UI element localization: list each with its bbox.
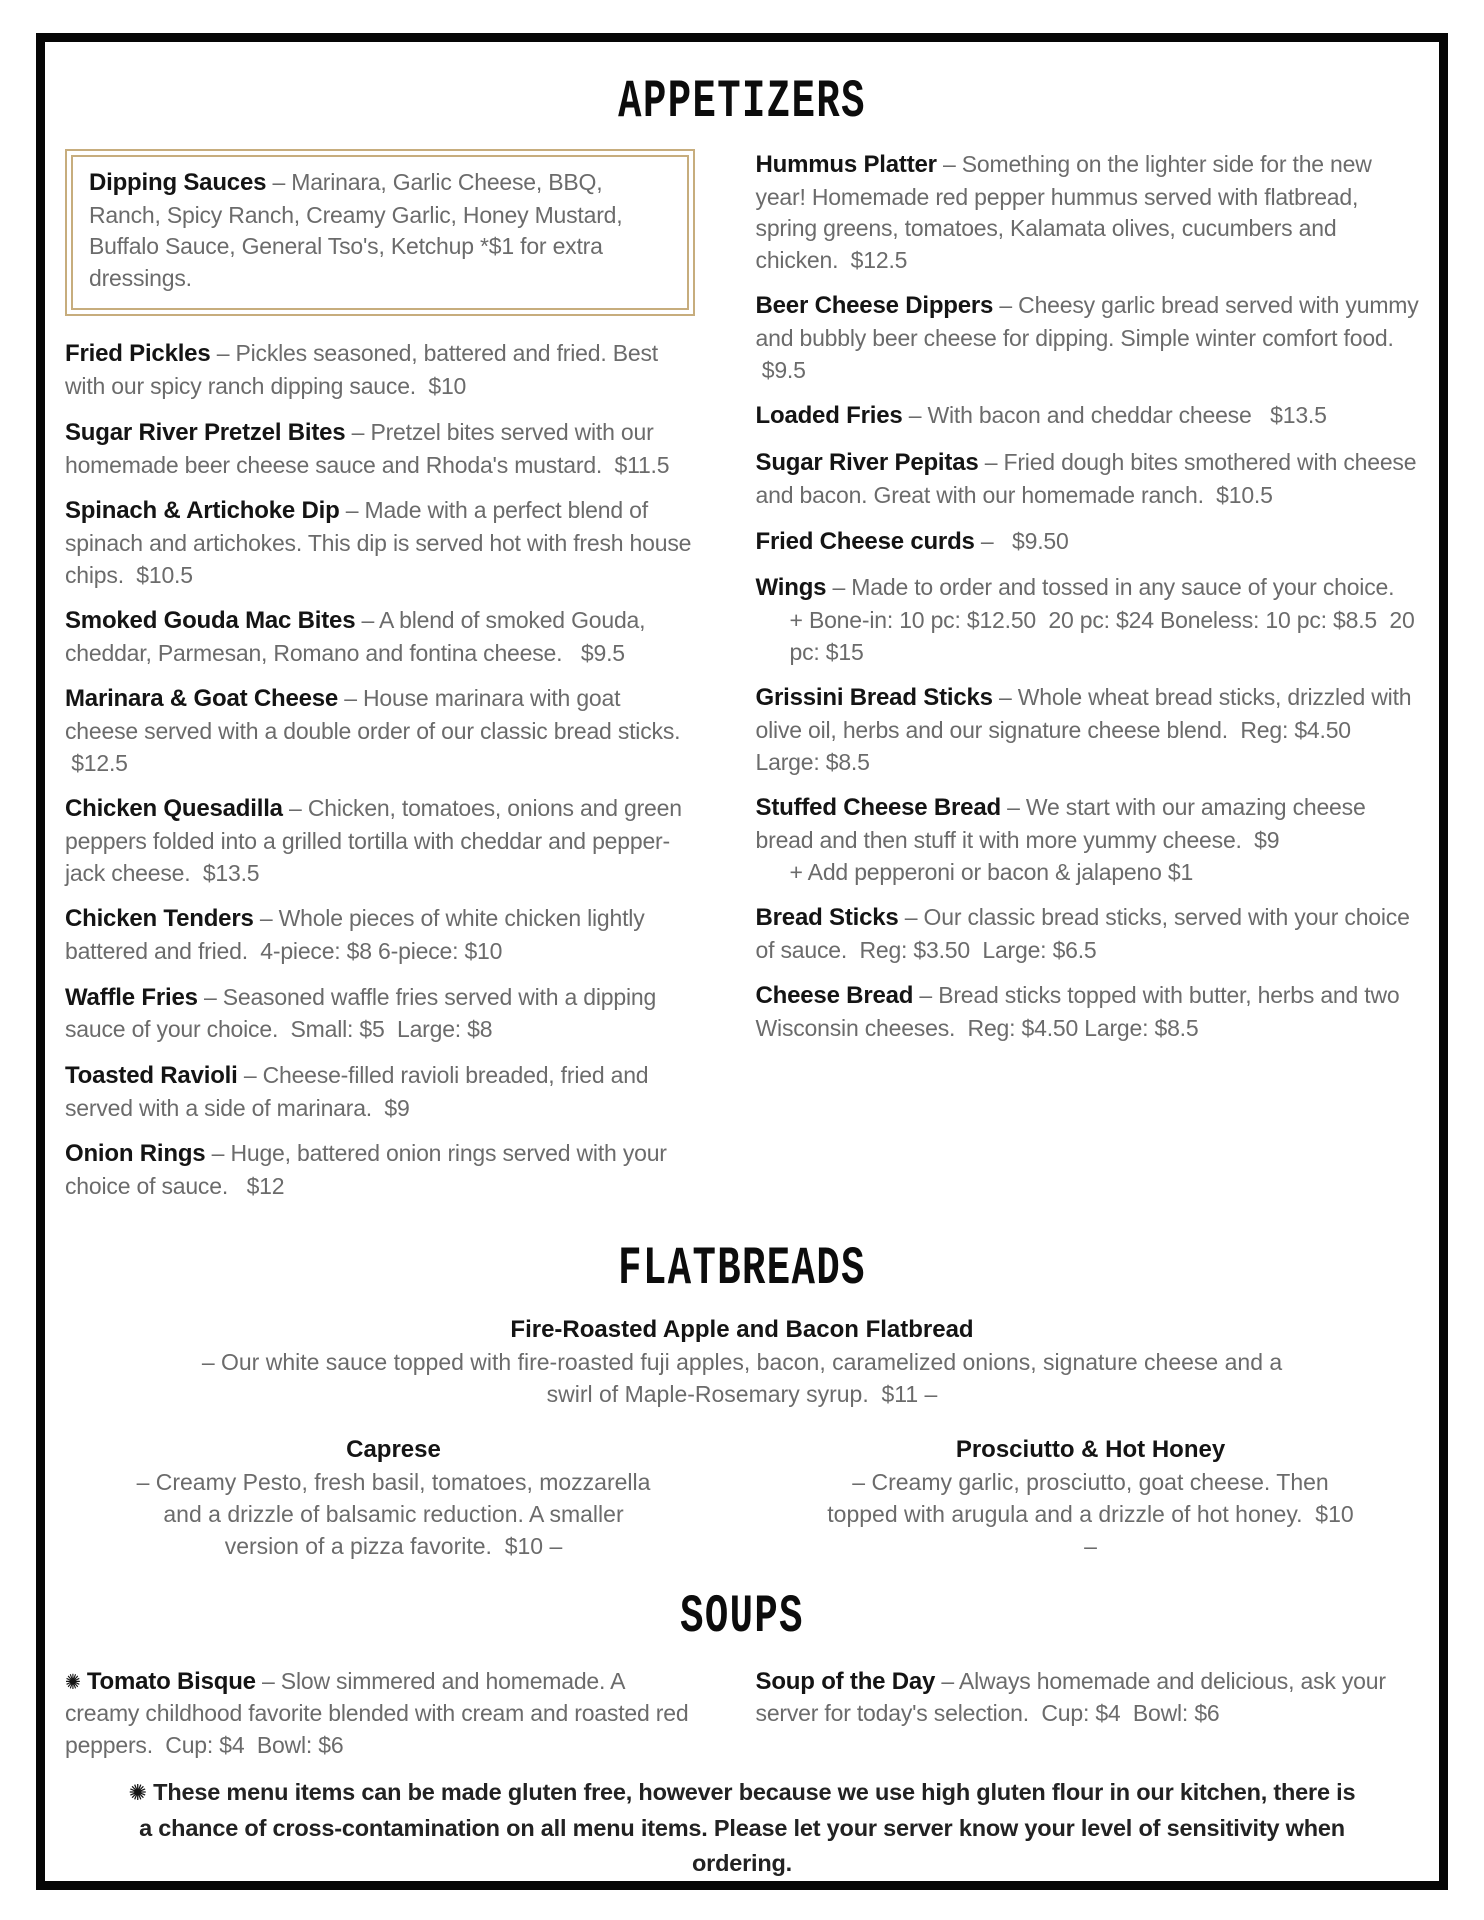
item-desc: – Slow simmered and homemade. A creamy childhood favorite blended with cream and roasted red peppers. Cup: $4 Bowl: $6 (65, 1667, 689, 1758)
item-name: Cheese Bread (755, 982, 914, 1010)
item-name: Grissini Bread Sticks (755, 684, 993, 712)
item-desc: – With bacon and cheddar cheese $13.5 (908, 402, 1327, 429)
appetizers-section-header (57, 72, 1427, 133)
soups-title: SOUPS (680, 1586, 804, 1648)
item-name: Chicken Quesadilla (65, 795, 283, 823)
menu-item (756, 526, 1419, 559)
menu-item (65, 417, 695, 481)
item-desc: – Cheesy garlic bread served with yummy and bubbly beer cheese for dipping. Simple winter comfort food. $9.5 (755, 292, 1419, 383)
item-desc: – Huge, battered onion rings served with your choice of sauce. $12 (65, 1140, 667, 1200)
menu-item (756, 682, 1419, 778)
gluten-free-disclaimer (57, 1775, 1427, 1890)
item-name: Hummus Platter (755, 151, 937, 178)
item-name: Beer Cheese Dippers (755, 292, 994, 320)
item-sub-option: + Bone-in: 10 pc: $12.50 20 pc: $24 Boneless: 10 pc: $8.5 20 pc: $15 (789, 607, 1415, 665)
item-name: Chicken Tenders (65, 905, 254, 933)
item-desc: – Made with a perfect blend of spinach and artichokes. This dip is served hot with fresh house chips. $10.5 (65, 497, 692, 588)
item-desc: – We start with our amazing cheese bread and then stuff it with more yummy cheese. $9 (755, 794, 1366, 853)
item-name: Loaded Fries (755, 402, 903, 430)
item-desc: – Fried dough bites smothered with cheese and bacon. Great with our homemade ranch. $10.5 (755, 449, 1417, 508)
menu-item (756, 980, 1419, 1044)
item-name: Sugar River Pretzel Bites (65, 418, 346, 446)
flatbread-item (65, 1430, 722, 1563)
appetizers-columns (57, 149, 1427, 1217)
menu-item (89, 167, 671, 294)
item-name: Smoked Gouda Mac Bites (65, 607, 356, 634)
item-name: Dipping Sauces (89, 169, 267, 196)
item-name: Toasted Ravioli (65, 1061, 238, 1089)
item-desc: – Pretzel bites served with our homemade beer cheese sauce and Rhoda's mustard. $11.5 (65, 418, 670, 478)
item-desc: – House marinara with goat cheese served with a double order of our classic bread sticks. $12.5 (65, 685, 681, 776)
flatbread-item (762, 1430, 1419, 1563)
menu-item (756, 290, 1419, 386)
item-desc: – Something on the lighter side for the new year! Homemade red pepper hummus served with flatbread, spring greens, tomatoes, Kalamata olives, cucumbers and chicken. $12.5 (755, 151, 1372, 273)
menu-item (65, 495, 695, 591)
item-name: Spinach & Artichoke Dip (65, 497, 340, 525)
item-desc: – Cheese-filled ravioli breaded, fried and served with a side of marinara. $9 (65, 1061, 649, 1121)
menu-item (65, 903, 695, 967)
disclaimer-text: These menu items can be made gluten free, however because we use high gluten flour in our kitchen, there is a chance of cross-contamination on all menu items. Please let your server know your level of sensitivity when ordering. (139, 1779, 1356, 1876)
flatbreads-section-header (57, 1239, 1427, 1300)
soups-section-header (57, 1587, 1427, 1648)
item-name: Onion Rings (65, 1140, 206, 1168)
featured-flatbread (187, 1310, 1297, 1410)
item-name: Caprese (346, 1436, 441, 1463)
item-name: Fire-Roasted Apple and Bacon Flatbread (510, 1315, 974, 1343)
item-name: Prosciutto & Hot Honey (955, 1436, 1226, 1463)
appetizers-title: APPETIZERS (618, 72, 866, 133)
item-sub-option: + Add pepperoni or bacon & jalapeno $1 (789, 858, 1194, 885)
menu-item (756, 792, 1419, 888)
item-name: Marinara & Goat Cheese (65, 685, 339, 713)
item-desc: – Chicken, tomatoes, onions and green peppers folded into a grilled tortilla with cheddar and pepper-jack cheese. $13.5 (65, 795, 682, 886)
item-name: Wings (755, 574, 827, 602)
item-desc: – Whole pieces of white chicken lightly battered and fried. 4-piece: $8 6-piece: $10 (65, 905, 645, 964)
item-desc: – Our white sauce topped with fire-roasted fuji apples, bacon, caramelized onions, signature cheese and a swirl of Maple-Rosemary syrup. $11 – (201, 1348, 1283, 1407)
item-name: Fried Pickles (65, 340, 211, 368)
item-name: Tomato Bisque (86, 1667, 256, 1695)
item-name: Stuffed Cheese Bread (755, 794, 1001, 822)
item-desc: – Always homemade and delicious, ask your server for today's selection. Cup: $4 Bowl: $6 (755, 1667, 1386, 1727)
item-desc: – Creamy Pesto, fresh basil, tomatoes, mozzarella and a drizzle of balsamic reduction. A smaller version of a pizza favorite. $10 – (136, 1469, 651, 1560)
item-desc: – Seasoned waffle fries served with a dipping sauce of your choice. Small: $5 Large: $8 (65, 983, 657, 1043)
menu-item (65, 1138, 695, 1202)
item-desc: – Creamy garlic, prosciutto, goat cheese. Then topped with arugula and a drizzle of hot honey. $10 – (827, 1469, 1354, 1560)
item-name: Soup of the Day (755, 1667, 936, 1695)
item-desc: – Made to order and tossed in any sauce of your choice. (832, 574, 1395, 601)
item-name: Sugar River Pepitas (755, 449, 979, 477)
item-name: Fried Cheese curds (755, 527, 975, 555)
gluten-free-icon: ✺ (65, 1669, 81, 1694)
menu-item (65, 1060, 695, 1124)
item-desc: – A blend of smoked Gouda, cheddar, Parmesan, Romano and fontina cheese. $9.5 (65, 607, 646, 666)
soups-columns (57, 1666, 1427, 1776)
item-desc: – $9.50 (980, 527, 1069, 554)
item-desc: – Marinara, Garlic Cheese, BBQ, Ranch, Spicy Ranch, Creamy Garlic, Honey Mustard, Buffalo Sauce, General Tso's, Ketchup *$1 for extra dressings. (89, 169, 623, 291)
menu-item (756, 447, 1419, 511)
menu-item (756, 1666, 1419, 1730)
gluten-free-icon: ✺ (128, 1781, 147, 1807)
item-name: Bread Sticks (755, 904, 899, 931)
menu-item (65, 1666, 695, 1762)
flatbreads-columns (57, 1430, 1427, 1563)
menu-item (65, 793, 695, 889)
item-desc: – Bread sticks topped with butter, herbs and two Wisconsin cheeses. Reg: $4.50 Large: $8.5 (755, 982, 1400, 1042)
dipping-sauces-box (65, 149, 695, 316)
menu-item (756, 400, 1419, 433)
item-desc: – Whole wheat bread sticks, drizzled with olive oil, herbs and our signature cheese blend. Reg: $4.50 Large: $8.5 (755, 684, 1412, 775)
menu-item (756, 149, 1419, 276)
menu-item (65, 982, 695, 1046)
flatbreads-title: FLATBREADS (618, 1238, 866, 1300)
menu-item (65, 338, 695, 402)
menu-item (65, 605, 695, 669)
page-border-frame (36, 33, 1448, 1890)
appetizers-left-column (65, 149, 695, 1217)
menu-item (65, 683, 695, 779)
item-desc: – Pickles seasoned, battered and fried. Best with our spicy ranch dipping sauce. $10 (65, 340, 658, 400)
item-desc: – Our classic bread sticks, served with your choice of sauce. Reg: $3.50 Large: $6.5 (755, 904, 1410, 963)
item-name: Waffle Fries (65, 983, 198, 1011)
menu-item (756, 902, 1419, 966)
appetizers-right-column (756, 149, 1419, 1059)
dipping-sauces-box-inner (71, 155, 689, 310)
menu-item (756, 572, 1419, 668)
